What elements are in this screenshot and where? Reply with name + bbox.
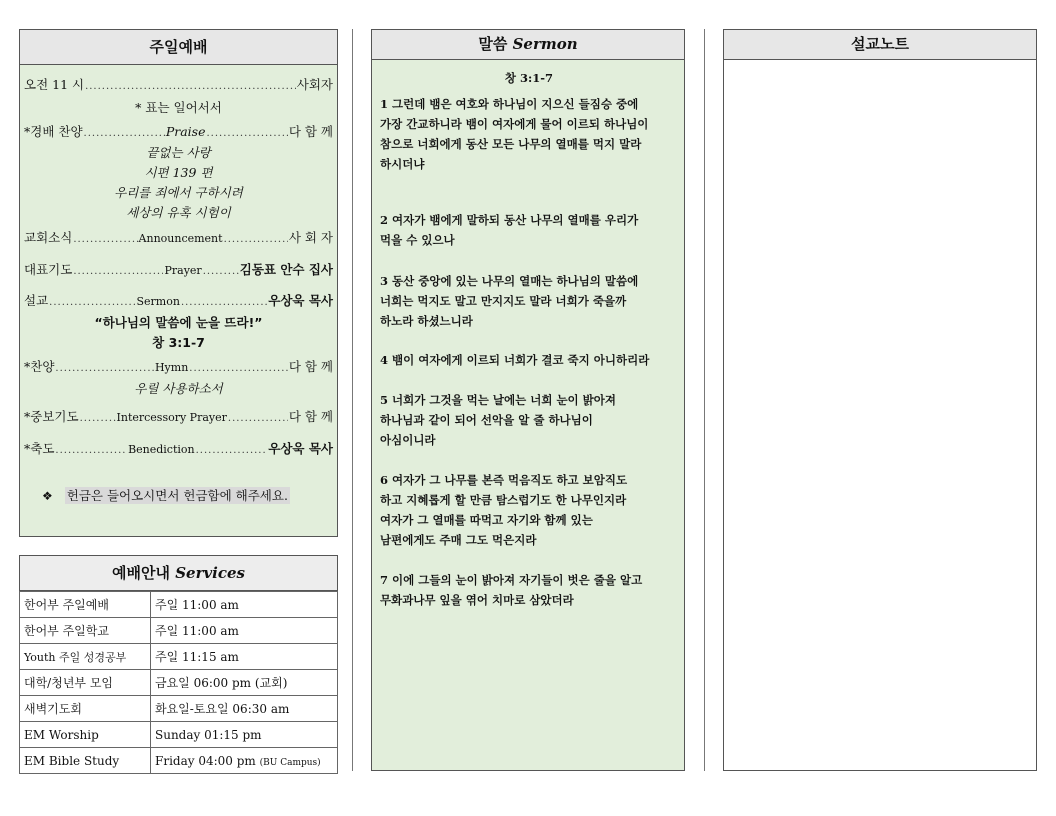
order-benediction-row: *축도 ..... Benediction ..... 우상욱 목사 <box>24 439 333 457</box>
verse-4: 4 뱀이 여자에게 이르되 너희가 결코 죽지 아니하리라 <box>380 353 650 367</box>
table-row: Youth 주일 성경공부 주일 11:15 am <box>20 644 338 670</box>
table-row: 한어부 주일학교 주일 11:00 am <box>20 618 338 644</box>
sermon-ref: 창 3:1-7 <box>152 335 205 350</box>
table-row: 새벽기도회 화요일-토요일 06:30 am <box>20 696 338 722</box>
table-row: EM Worship Sunday 01:15 pm <box>20 722 338 748</box>
table-row: 한어부 주일예배 주일 11:00 am <box>20 592 338 618</box>
song-3: 우리를 죄에서 구하시려 <box>114 185 243 200</box>
notes-area[interactable] <box>723 60 1037 771</box>
services-table <box>19 591 338 774</box>
song-4: 세상의 유혹 시험이 <box>126 205 231 220</box>
song-2: 시편 139 편 <box>144 165 213 180</box>
worship-order-panel <box>19 65 338 537</box>
hymn-song: 우릴 사용하소서 <box>134 381 223 396</box>
table-row: 대학/청년부 모임 금요일 06:00 pm (교회) <box>20 670 338 696</box>
scripture-ref: 창 3:1-7 <box>504 71 554 85</box>
stand-note: * 표는 일어서서 <box>135 100 222 115</box>
order-hymn-row: *찬양 ..... Hymn ..... 다 함 께 <box>24 357 333 375</box>
sermon-title: “하나님의 말씀에 눈을 뜨라!” <box>94 315 263 330</box>
order-prayer-row: 대표기도 ..... Prayer ..... 김동표 안수 집사 <box>24 260 333 278</box>
order-intercessory-row: *중보기도 ..... Intercessory Prayer ..... 다 함 께 <box>24 407 333 425</box>
offering-note: ❖ 헌금은 들어오시면서 헌금함에 해주세요. <box>42 488 288 503</box>
verse-3: 3 동산 중앙에 있는 나무의 열매는 하나님의 말씀에 너희는 먹지도 말고 만지지도 말라 너희가 죽을까 하노라 하셨느니라 <box>380 274 639 328</box>
verse-2: 2 여자가 뱀에게 말하되 동산 나무의 열매를 우리가 먹을 수 있으나 <box>380 213 639 247</box>
order-sermon-row: 설교 ..... Sermon ..... 우상욱 목사 <box>24 291 333 309</box>
verse-6: 6 여자가 그 나무를 본즉 먹음직도 하고 보암직도 하고 지혜롭게 할 만큼 탐스럽기도 한 나무인지라 여자가 그 열매를 따먹고 자기와 함께 있는 남편에게도 주매 그도 먹은지라 <box>380 473 628 547</box>
order-praise-row: *경배 찬양 ..... Praise ..... 다 함 께 <box>24 122 333 140</box>
verse-1: 1 그런데 뱀은 여호와 하나님이 지으신 들짐승 중에 가장 간교하니라 뱀이 여자에게 물어 이르되 하나님이 참으로 너희에게 동산 모든 나무의 열매를 먹지 말라 하시더냐 <box>380 97 649 171</box>
sermon-header: 말씀 Sermon <box>371 29 685 60</box>
diamond-bullet-icon: ❖ <box>42 489 53 503</box>
services-header: 예배안내 Services <box>19 555 338 591</box>
divider <box>352 29 353 771</box>
song-1: 끝없는 사랑 <box>146 145 211 160</box>
verse-5: 5 너희가 그것을 먹는 날에는 너희 눈이 밝아져 하나님과 같이 되어 선악을 알 줄 하나님이 아심이니라 <box>380 393 616 447</box>
verse-7: 7 이에 그들의 눈이 밝아져 자기들이 벗은 줄을 알고 무화과나무 잎을 엮어 치마로 삼았더라 <box>380 573 643 607</box>
scripture-panel <box>371 60 685 771</box>
notes-header: 설교노트 <box>723 29 1037 60</box>
worship-header <box>19 29 338 65</box>
table-row: EM Bible Study Friday 04:00 pm (BU Campus) <box>20 748 338 774</box>
order-time-row: 오전 11 시 ..... 사회자 <box>24 75 333 93</box>
order-announce-row: 교회소식 ..... Announcement ..... 사 회 자 <box>24 228 333 246</box>
divider <box>704 29 705 771</box>
worship-title: 주일예배 <box>149 38 208 56</box>
